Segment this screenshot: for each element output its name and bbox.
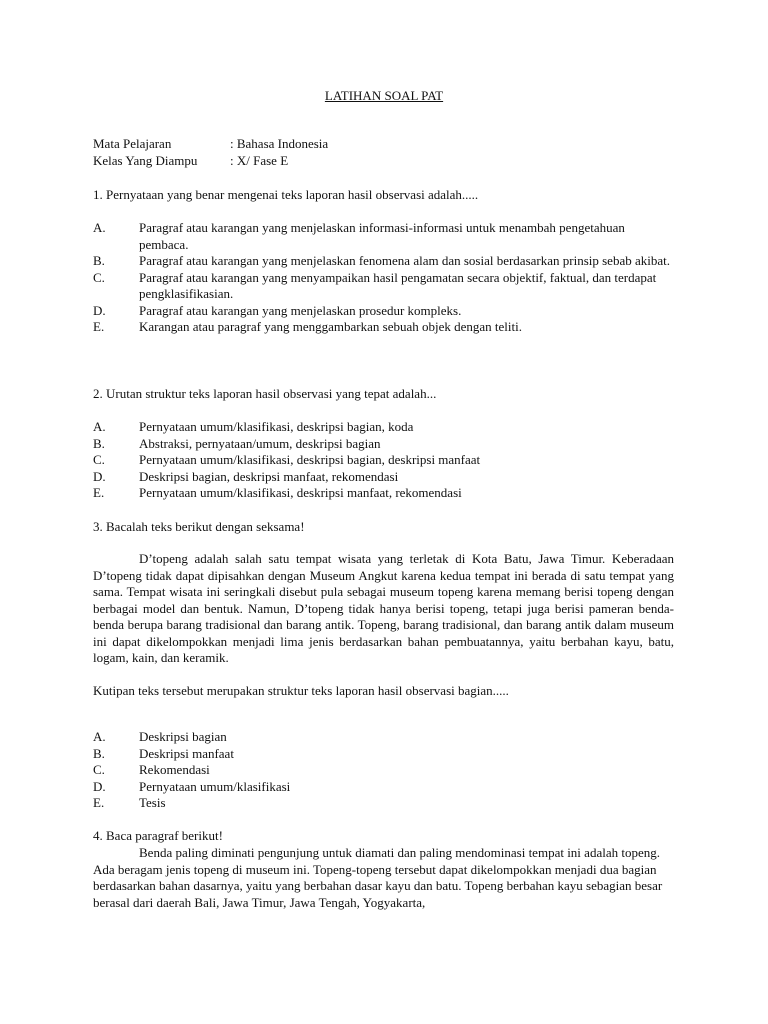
option-text: Paragraf atau karangan yang menyampaikan hasil pengamatan secara objektif, faktual, dan terdapat pengklasifikasian. (139, 269, 657, 301)
question-3-passage (93, 551, 674, 667)
option-c (93, 452, 674, 469)
question-2 (93, 386, 674, 403)
question-text: 2. Urutan struktur teks laporan hasil observasi yang tepat adalah... (93, 386, 437, 401)
question-text: 3. Bacalah teks berikut dengan seksama! (93, 519, 305, 534)
option-text: Paragraf atau karangan yang menjelaskan fenomena alam dan sosial berdasarkan prinsip sebab akibat. (139, 253, 670, 268)
option-letter: D. (93, 302, 106, 318)
option-c (93, 762, 674, 779)
option-text: Deskripsi bagian (139, 729, 227, 744)
reading-passage: Benda paling diminati pengunjung untuk diamati dan paling mendominasi tempat ini adalah topeng. Ada beragam jenis topeng di museum ini. Topeng-topeng tersebut dapat dikelompokkan menjadi dua bagian berdasarkan bahan dasarnya, yaitu yang berbahan dasar kayu dan batu. Topeng berbahan kayu sebagian besar berasal dari daerah Bali, Jawa Timur, Jawa Tengah, Yogyakarta, (93, 845, 663, 910)
meta-value: : X/ Fase E (230, 153, 289, 168)
question-3-options (93, 729, 674, 812)
option-b (93, 253, 674, 270)
option-letter: E. (93, 795, 105, 810)
option-letter: C. (93, 762, 105, 777)
option-text: Tesis (139, 795, 166, 810)
option-text: Deskripsi bagian, deskripsi manfaat, rekomendasi (139, 468, 399, 484)
option-letter: A. (93, 729, 106, 744)
question-prompt: Kutipan teks tersebut merupakan struktur teks laporan hasil observasi bagian..... (93, 683, 509, 698)
option-letter: A. (93, 419, 106, 434)
option-d (93, 303, 674, 320)
question-2-options (93, 419, 674, 502)
option-e (93, 485, 674, 502)
page-title: LATIHAN SOAL PAT (324, 88, 444, 103)
option-text: Pernyataan umum/klasifikasi, deskripsi manfaat, rekomendasi (139, 485, 462, 500)
question-3-prompt (93, 683, 674, 700)
option-text: Pernyataan umum/klasifikasi (139, 778, 291, 794)
option-a (93, 729, 674, 746)
option-b (93, 436, 674, 453)
reading-passage: D’topeng adalah salah satu tempat wisata yang terletak di Kota Batu, Jawa Timur. Keberadaan D’topeng tidak dapat dipisahkan dengan Museum Angkut karena kedua tempat ini berada di satu tempat yang sama. Tempat wisata ini seringkali disebut pula sebagai museum topeng karena memang berisi topeng dengan berbagai model dan bentuk. Namun, D’topeng tidak hanya berisi topeng, tetapi juga berisi pameran benda-benda berupa barang tradisional dan barang antik. Topeng, barang tradisional, dan barang antik dalam museum ini dapat dikelompokkan menjadi lima jenis berdasarkan bahan pembuatannya, yaitu berbahan kayu, batu, logam, kain, dan keramik. (93, 551, 674, 665)
option-letter: B. (93, 745, 105, 761)
question-text: 4. Baca paragraf berikut! (93, 828, 223, 843)
option-letter: C. (93, 269, 105, 285)
option-c (93, 270, 674, 303)
meta-row-subject (93, 136, 328, 153)
meta-info (93, 136, 328, 170)
option-letter: E. (93, 319, 105, 334)
option-a (93, 220, 674, 253)
option-letter: D. (93, 468, 106, 484)
option-letter: C. (93, 452, 105, 467)
meta-value: : Bahasa Indonesia (230, 136, 329, 151)
option-e (93, 795, 674, 812)
option-text: Rekomendasi (139, 762, 210, 777)
option-e (93, 319, 674, 336)
option-a (93, 419, 674, 436)
option-text: Abstraksi, pernyataan/umum, deskripsi bagian (139, 435, 381, 451)
option-letter: E. (93, 485, 105, 500)
option-letter: D. (93, 778, 106, 794)
option-text: Deskripsi manfaat (139, 745, 234, 761)
option-text: Karangan atau paragraf yang menggambarkan sebuah objek dengan teliti. (139, 319, 522, 334)
question-3 (93, 519, 674, 536)
option-letter: A. (93, 220, 106, 235)
option-letter: B. (93, 253, 105, 268)
option-text: Pernyataan umum/klasifikasi, deskripsi bagian, deskripsi manfaat (139, 452, 481, 467)
question-1 (93, 187, 674, 204)
option-text: Paragraf atau karangan yang menjelaskan informasi-informasi untuk menambah pengetahuan pembaca. (139, 220, 625, 252)
option-b (93, 746, 674, 763)
option-text: Pernyataan umum/klasifikasi, deskripsi bagian, koda (139, 419, 414, 434)
meta-label: Kelas Yang Diampu (93, 153, 198, 168)
meta-row-class (93, 153, 328, 170)
option-text: Paragraf atau karangan yang menjelaskan prosedur kompleks. (139, 302, 462, 318)
question-1-options (93, 220, 674, 336)
meta-label: Mata Pelajaran (93, 136, 172, 151)
option-d (93, 779, 674, 796)
question-text: 1. Pernyataan yang benar mengenai teks laporan hasil observasi adalah..... (93, 187, 479, 202)
question-4 (93, 828, 674, 845)
option-d (93, 469, 674, 486)
question-4-passage (93, 845, 674, 911)
option-letter: B. (93, 435, 105, 451)
